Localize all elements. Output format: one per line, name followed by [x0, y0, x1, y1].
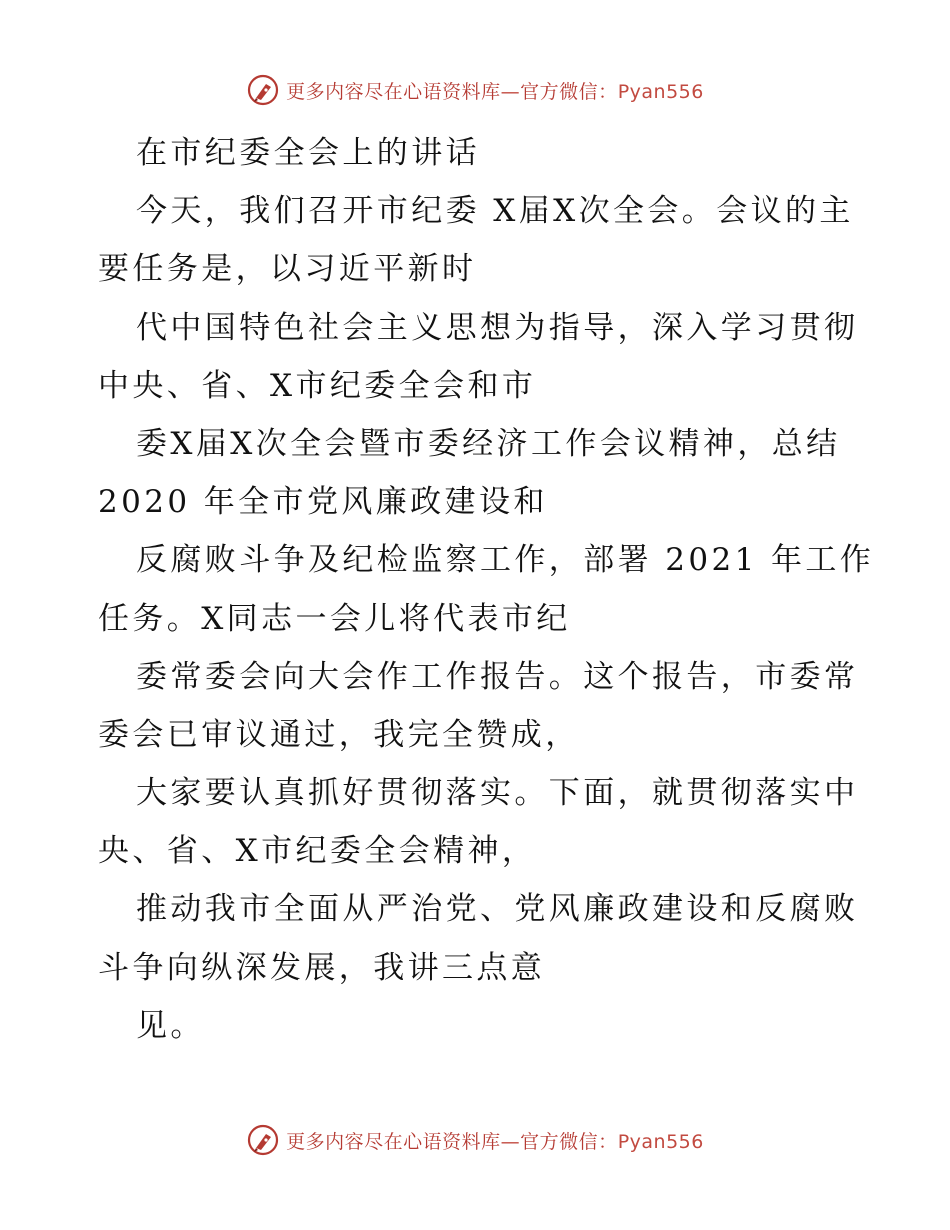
- header-banner: [0, 70, 950, 110]
- text-line: 任务。X同志一会儿将代表市纪: [98, 600, 571, 637]
- text-line: 斗争向纵深发展，我讲三点意: [98, 949, 546, 986]
- banner-text: 更多内容尽在心语资料库—官方微信：Pyan556: [286, 80, 704, 103]
- text-line: 推动我市全面从严治党、党风廉政建设和反腐败: [136, 891, 859, 928]
- text-line: 委X届X次全会暨市委经济工作会议精神，总结: [136, 425, 841, 462]
- text-line: 要任务是，以习近平新时: [98, 251, 477, 288]
- pen-nib-circle-icon: [246, 1123, 280, 1157]
- text-line: 央、省、X市纪委全会精神，: [98, 833, 537, 870]
- text-line: 中央、省、X市纪委全会和市: [98, 367, 537, 404]
- footer-banner: [0, 1120, 950, 1160]
- text-line: 2020 年全市党风廉政建设和: [98, 484, 548, 521]
- text-line: 大家要认真抓好贯彻落实。下面，就贯彻落实中: [136, 775, 859, 812]
- text-line: 今天，我们召开市纪委 X届X次全会。会议的主: [136, 193, 854, 230]
- pen-nib-circle-icon: [246, 73, 280, 107]
- banner-text: 更多内容尽在心语资料库—官方微信：Pyan556: [286, 1130, 704, 1153]
- document-body: [98, 124, 875, 1055]
- text-line: 委会已审议通过，我完全赞成，: [98, 716, 580, 753]
- text-line: 反腐败斗争及纪检监察工作，部署 2021 年工作: [136, 542, 875, 579]
- text-line: 委常委会向大会作工作报告。这个报告，市委常: [136, 658, 859, 695]
- document-title: 在市纪委全会上的讲话: [136, 135, 480, 171]
- text-line: 见。: [136, 1007, 205, 1044]
- text-line: 代中国特色社会主义思想为指导，深入学习贯彻: [136, 309, 859, 346]
